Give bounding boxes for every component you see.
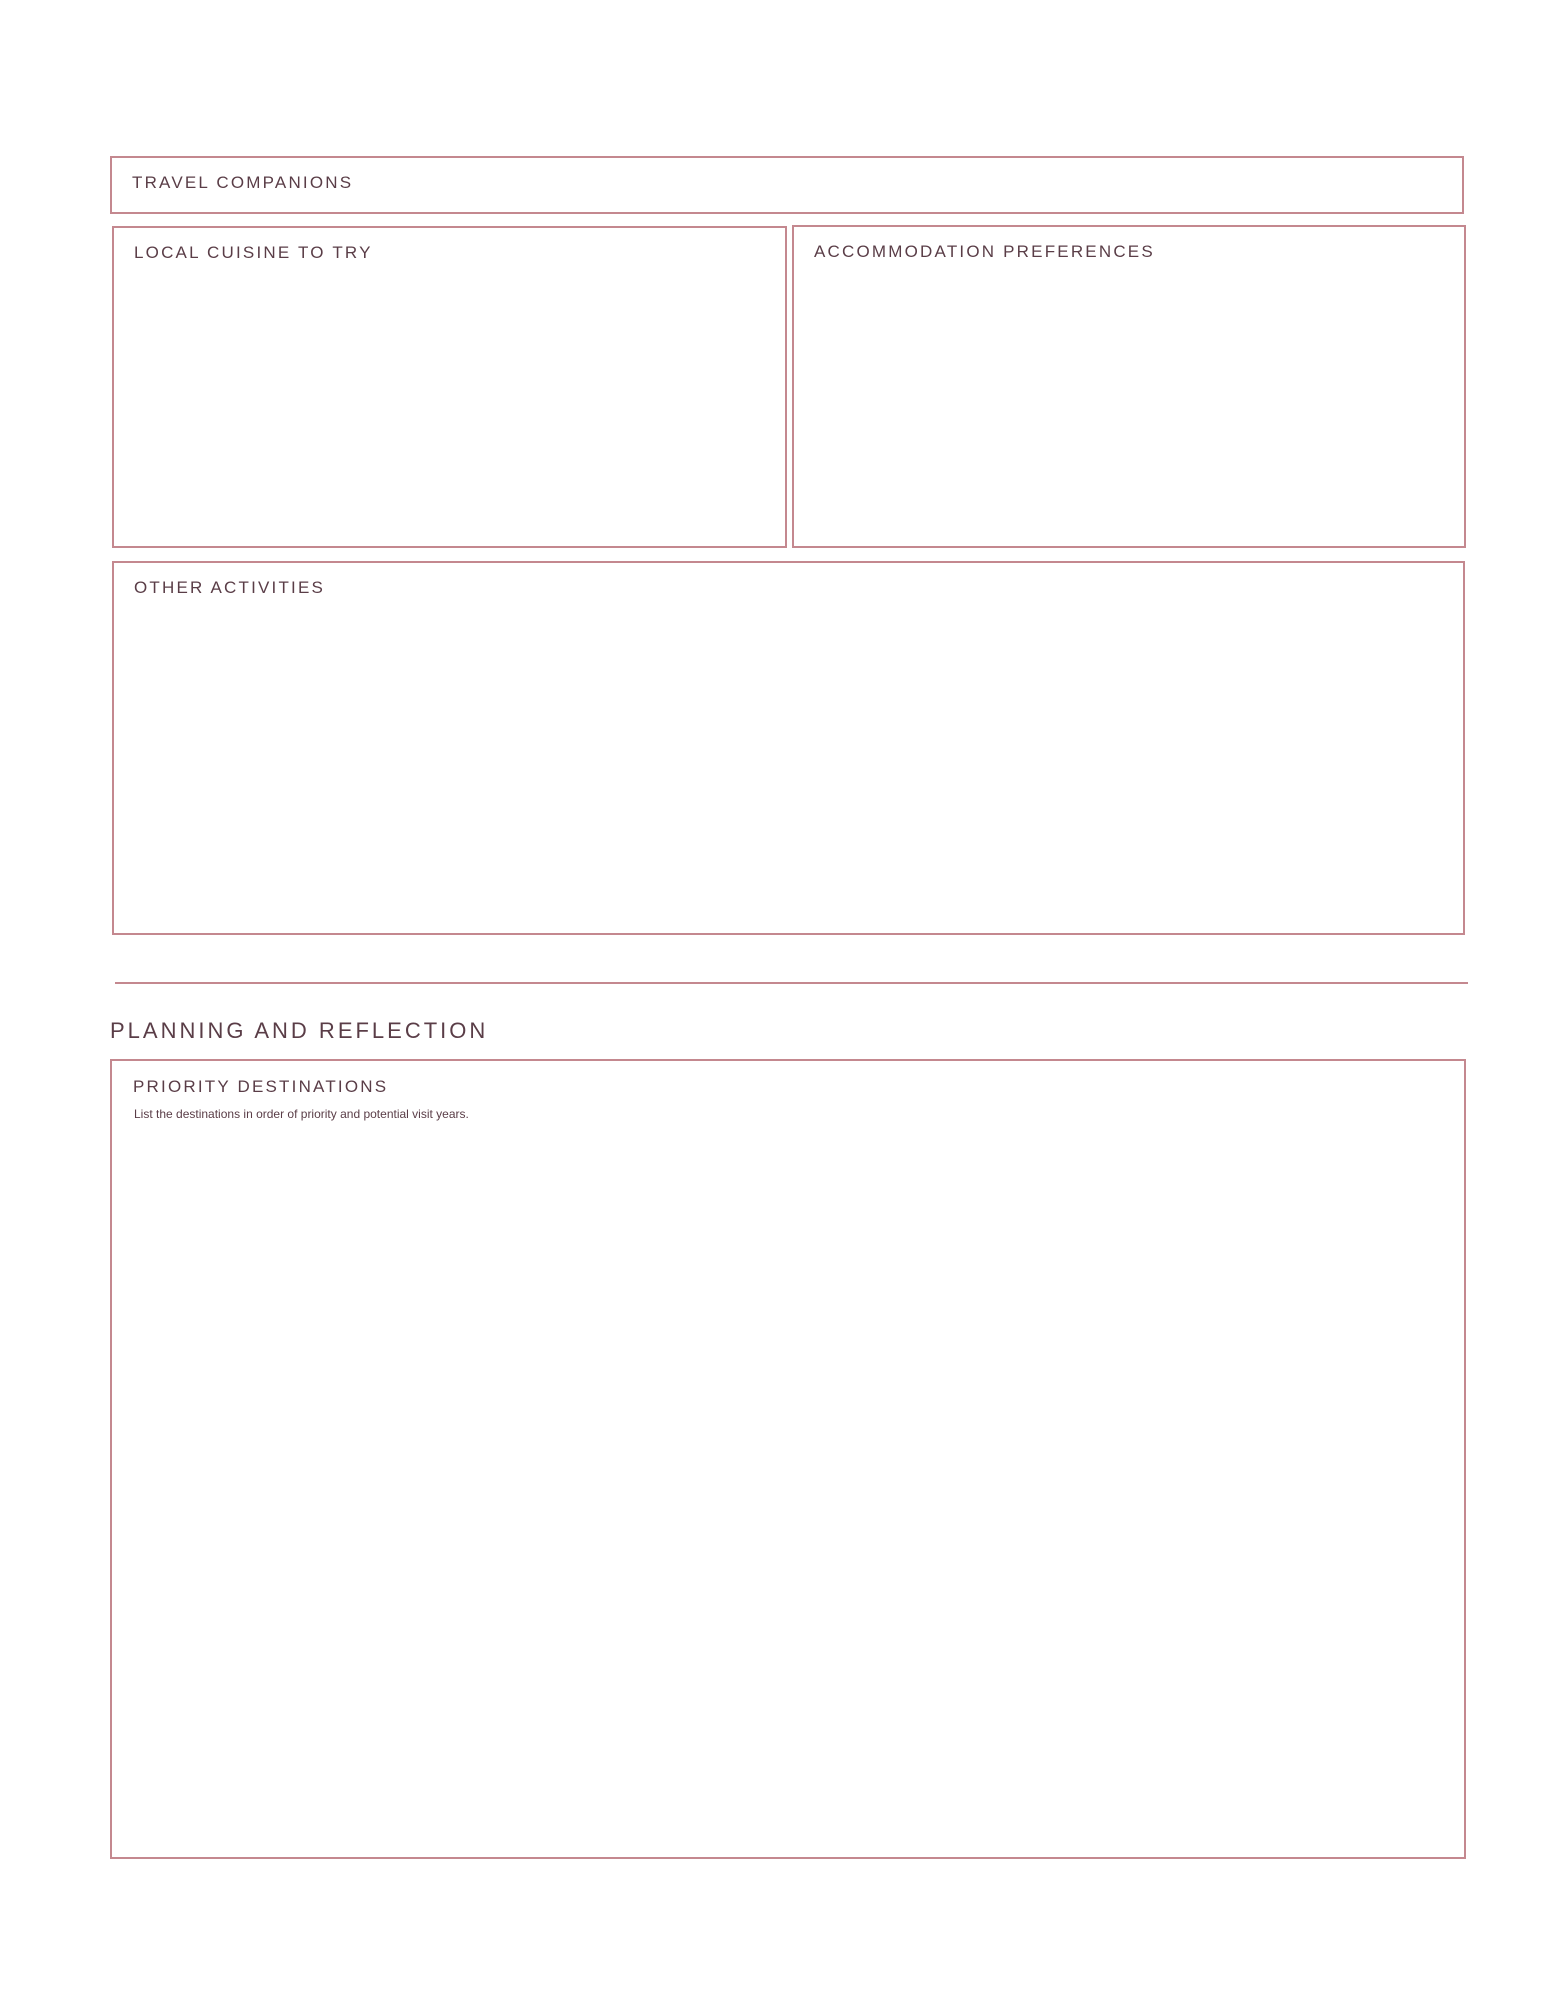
other-activities-label: OTHER ACTIVITIES xyxy=(134,578,326,597)
local-cuisine-label: LOCAL CUISINE TO TRY xyxy=(134,243,373,262)
travel-companions-label: TRAVEL COMPANIONS xyxy=(132,173,354,192)
section-heading-planning-reflection: PLANNING AND REFLECTION xyxy=(110,1018,489,1043)
accommodation-preferences-label: ACCOMMODATION PREFERENCES xyxy=(814,242,1155,261)
travel-companions-field[interactable] xyxy=(110,156,1464,214)
accommodation-preferences-field[interactable] xyxy=(792,225,1466,548)
section-divider xyxy=(115,982,1468,984)
priority-destinations-description: List the destinations in order of priority and potential visit years. xyxy=(134,1107,469,1121)
priority-destinations-label: PRIORITY DESTINATIONS xyxy=(133,1077,389,1096)
priority-destinations-field[interactable] xyxy=(110,1059,1466,1859)
other-activities-field[interactable] xyxy=(112,561,1465,935)
local-cuisine-field[interactable] xyxy=(112,226,787,548)
